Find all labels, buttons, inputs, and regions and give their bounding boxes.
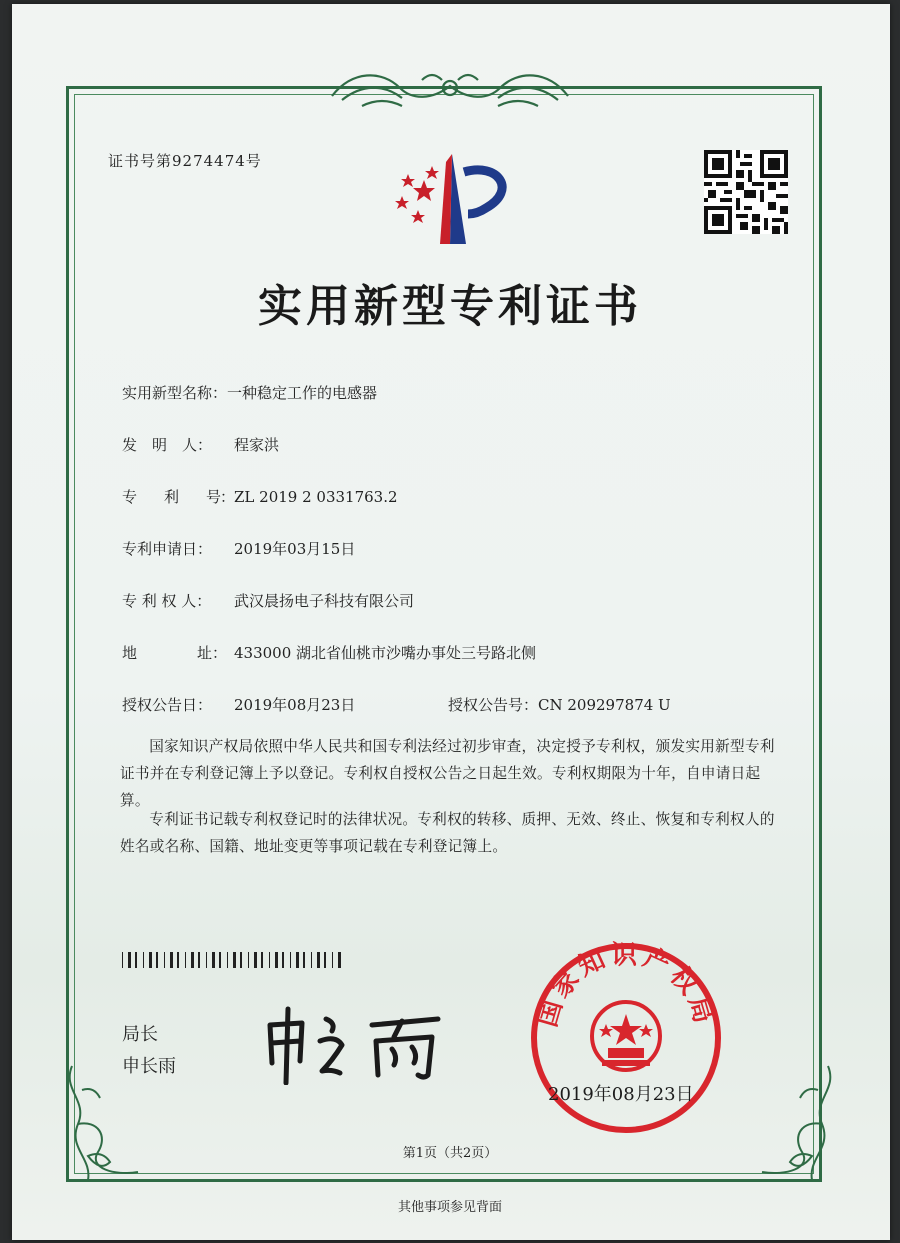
bottom-right-ornament (742, 1060, 842, 1188)
patentee-row (122, 590, 414, 611)
grant-date-value: 2019年08月23日 (234, 696, 356, 714)
seal-date: 2019年08月23日 (548, 1084, 694, 1105)
official-seal (528, 940, 724, 1136)
top-ornament (322, 66, 578, 114)
patent-number-label: 专 利 号： (122, 488, 235, 506)
patentee-label: 专 利 权 人： (122, 592, 212, 610)
patent-number-value: ZL 2019 2 0331763.2 (234, 488, 398, 506)
patent-office-emblem (388, 150, 518, 250)
address-value: 433000 湖北省仙桃市沙嘴办事处三号路北侧 (234, 644, 537, 662)
utility-model-name-label: 实用新型名称： (122, 384, 228, 402)
inventor-row (122, 434, 279, 455)
qr-code (704, 150, 788, 234)
filing-date-label: 专利申请日： (122, 540, 213, 558)
certificate-title: 实用新型专利证书 (258, 281, 642, 332)
director-signature (262, 1005, 452, 1085)
director-name: 申长雨 (122, 1056, 176, 1077)
bottom-left-ornament (58, 1060, 158, 1188)
patentee-value: 武汉晨扬电子科技有限公司 (234, 592, 415, 610)
address-label: 地 址： (122, 644, 228, 662)
grant-number-value: CN 209297874 U (538, 696, 671, 714)
filing-date-row (122, 538, 355, 559)
certificate-number: 证书号第9274474号 (108, 152, 262, 170)
back-note: 其他事项参见背面 (397, 1200, 502, 1215)
grant-date-label: 授权公告日： (122, 696, 213, 714)
utility-model-name-row (122, 382, 377, 403)
legal-status-paragraph: 专利证书记载专利权登记时的法律状况。专利权的转移、质押、无效、终止、恢复和专利权人的姓名或名称、国籍、地址变更等事项记载在专利登记簿上。 (120, 811, 775, 855)
filing-date-value: 2019年03月15日 (234, 540, 356, 558)
address-row (122, 642, 536, 663)
patent-number-row (122, 486, 398, 507)
page-number: 第1页（共2页） (402, 1146, 498, 1161)
grant-number-label: 授权公告号： (448, 696, 539, 714)
seal-text: 国家知识产权局 (532, 940, 720, 1031)
barcode (122, 952, 342, 968)
grant-number-row (448, 694, 671, 715)
inventor-value: 程家洪 (234, 436, 280, 454)
director-title: 局长 (122, 1024, 158, 1045)
grant-date-row (122, 694, 355, 715)
utility-model-name-value: 一种稳定工作的电感器 (227, 384, 378, 402)
grant-statement-paragraph: 国家知识产权局依照中华人民共和国专利法经过初步审查，决定授予专利权，颁发实用新型专利证书并在专利登记簿上予以登记。专利权自授权公告之日起生效。专利权期限为十年，自申请日起算。 (120, 738, 775, 809)
inventor-label: 发 明 人： (122, 436, 213, 454)
